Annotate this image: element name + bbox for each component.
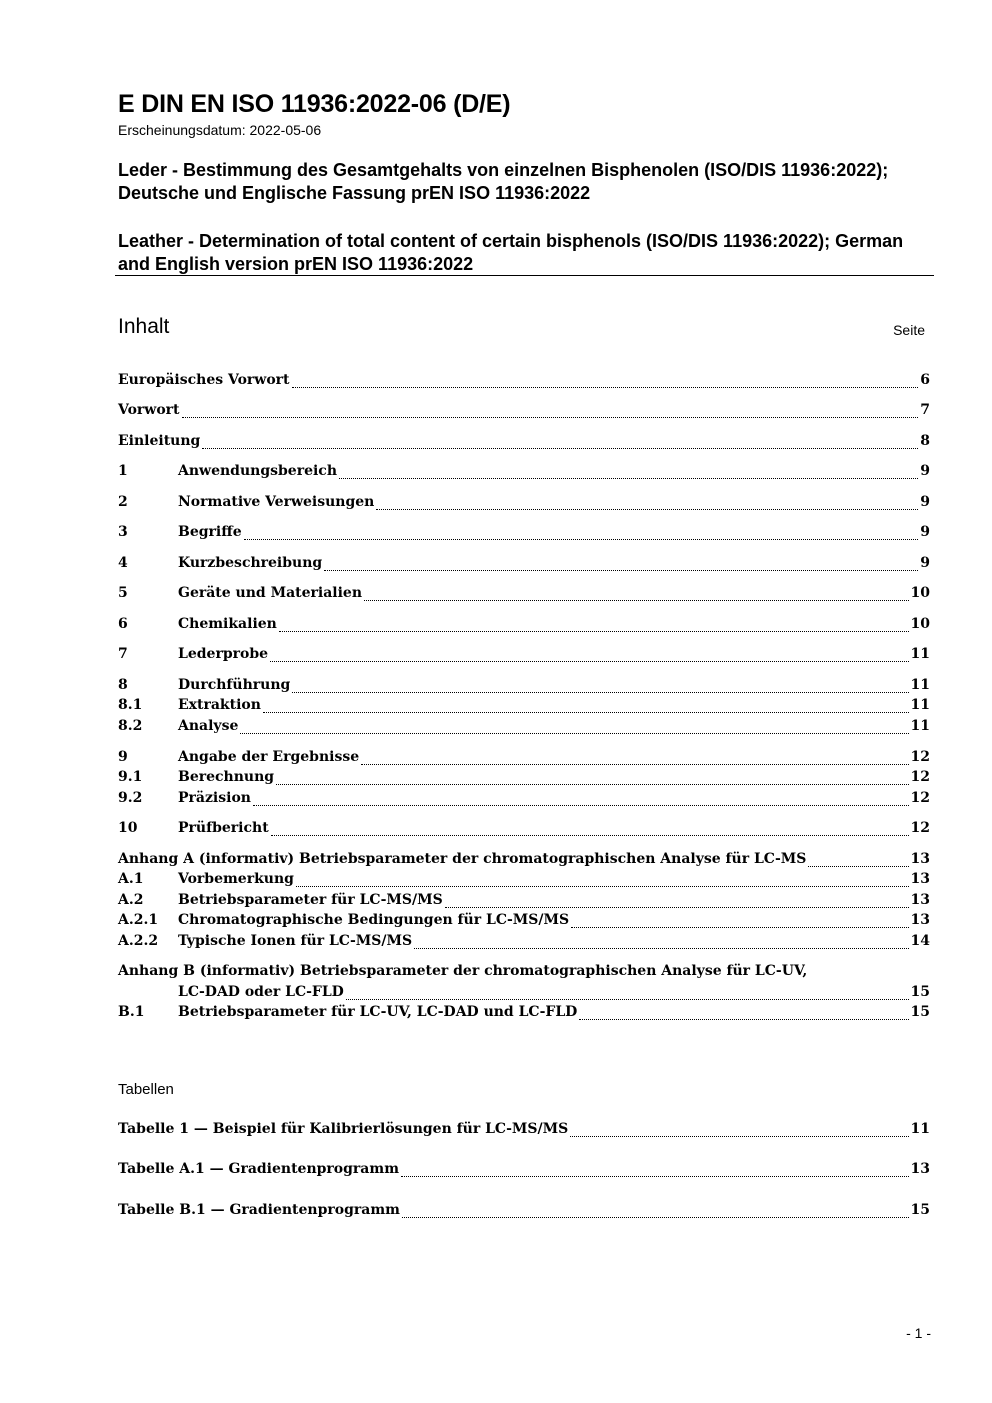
toc-entry-text: Anhang A (informativ) Betriebsparameter der chromatographischen Analyse für LC-MS bbox=[118, 851, 807, 867]
toc-leader bbox=[361, 763, 908, 765]
toc-entry[interactable] bbox=[118, 524, 930, 544]
toc-entry-annex[interactable] bbox=[118, 851, 930, 871]
toc-entry-number: A.2.2 bbox=[118, 933, 159, 949]
toc-entry[interactable] bbox=[118, 892, 930, 912]
table-entry-text: Tabelle 1 — Beispiel für Kalibrierlösungen für LC-MS/MS bbox=[118, 1121, 569, 1137]
toc-entry-text: Präzision bbox=[178, 790, 251, 806]
toc-leader bbox=[571, 926, 908, 928]
toc-entry-page: 15 bbox=[910, 984, 930, 1000]
toc-entry-page: 15 bbox=[910, 1004, 930, 1020]
toc-leader bbox=[270, 660, 908, 662]
toc-entry-text: Angabe der Ergebnisse bbox=[178, 749, 360, 765]
toc-entry[interactable] bbox=[118, 616, 930, 636]
toc-entry[interactable] bbox=[118, 933, 930, 953]
table-list-entry[interactable] bbox=[118, 1121, 930, 1141]
toc-entry-number: 8.1 bbox=[118, 697, 143, 713]
toc-entry-text: Typische Ionen für LC-MS/MS bbox=[178, 933, 413, 949]
toc-entry-page: 11 bbox=[910, 697, 930, 713]
toc-leader bbox=[324, 569, 918, 571]
toc-leader bbox=[401, 1175, 909, 1177]
toc-entry-text: LC-DAD oder LC-FLD bbox=[178, 984, 344, 1000]
page-number: - 1 - bbox=[906, 1325, 931, 1341]
toc-entry-text: Anwendungsbereich bbox=[178, 463, 337, 479]
title-english: Leather - Determination of total content of certain bisphenols (ISO/DIS 11936:2022); German and English version prEN ISO 11936:2022 bbox=[118, 231, 904, 274]
toc-leader bbox=[182, 416, 919, 418]
toc-entry-page: 12 bbox=[910, 769, 930, 785]
toc-entry-number: 2 bbox=[118, 494, 128, 510]
toc-entry-text: Kurzbeschreibung bbox=[178, 555, 323, 571]
toc-entry-text: Anhang B (informativ) Betriebsparameter der chromatographischen Analyse für LC-UV, bbox=[118, 963, 808, 979]
table-entry-text: Tabelle B.1 — Gradientenprogramm bbox=[118, 1202, 400, 1218]
toc-entry-number: 6 bbox=[118, 616, 128, 632]
toc-entry[interactable] bbox=[118, 697, 930, 717]
title-divider bbox=[115, 275, 934, 276]
toc-entry-annex-continuation[interactable] bbox=[118, 984, 930, 1004]
toc-leader bbox=[279, 630, 909, 632]
toc-entry-annex[interactable] bbox=[118, 963, 930, 983]
toc-entry-number: 9.2 bbox=[118, 790, 143, 806]
toc-entry[interactable] bbox=[118, 769, 930, 789]
toc-entry-number: 9.1 bbox=[118, 769, 143, 785]
toc-entry-text: Extraktion bbox=[178, 697, 261, 713]
publication-date: Erscheinungsdatum: 2022-05-06 bbox=[118, 122, 322, 138]
toc-entry-text: Chemikalien bbox=[178, 616, 277, 632]
toc-entry[interactable] bbox=[118, 871, 930, 891]
toc-leader bbox=[292, 386, 919, 388]
toc-entry-page: 9 bbox=[920, 463, 930, 479]
toc-entry-text: Lederprobe bbox=[178, 646, 269, 662]
toc-entry[interactable] bbox=[118, 433, 930, 453]
toc-entry-text: Analyse bbox=[178, 718, 239, 734]
toc-leader bbox=[276, 783, 908, 785]
toc-entry-text: Geräte und Materialien bbox=[178, 585, 363, 601]
toc-leader bbox=[202, 447, 918, 449]
toc-entry-page: 13 bbox=[910, 912, 930, 928]
toc-entry-text: Betriebsparameter für LC-MS/MS bbox=[178, 892, 443, 908]
toc-entry[interactable] bbox=[118, 585, 930, 605]
toc-leader bbox=[296, 885, 909, 887]
toc-entry-page: 11 bbox=[910, 646, 930, 662]
toc-entry-page: 10 bbox=[910, 585, 930, 601]
toc-entry-number: A.2 bbox=[118, 892, 144, 908]
table-entry-page: 11 bbox=[910, 1121, 930, 1137]
toc-entry[interactable] bbox=[118, 555, 930, 575]
toc-entry-text: Berechnung bbox=[178, 769, 275, 785]
toc-entry[interactable] bbox=[118, 1004, 930, 1024]
toc-entry-number: A.2.1 bbox=[118, 912, 159, 928]
toc-entry[interactable] bbox=[118, 820, 930, 840]
toc-leader bbox=[402, 1216, 909, 1218]
toc-entry-number: 9 bbox=[118, 749, 128, 765]
toc-entry-number: 5 bbox=[118, 585, 128, 601]
toc-leader bbox=[263, 711, 909, 713]
toc-leader bbox=[364, 599, 909, 601]
toc-entry-page: 9 bbox=[920, 555, 930, 571]
toc-entry[interactable] bbox=[118, 372, 930, 392]
toc-entry-number: 10 bbox=[118, 820, 138, 836]
toc-leader bbox=[414, 947, 908, 949]
toc-entry[interactable] bbox=[118, 463, 930, 483]
toc-entry-text: Betriebsparameter für LC-UV, LC-DAD und LC-FLD bbox=[178, 1004, 578, 1020]
table-entry-text: Tabelle A.1 — Gradientenprogramm bbox=[118, 1161, 400, 1177]
toc-entry[interactable] bbox=[118, 790, 930, 810]
toc-entry-page: 8 bbox=[920, 433, 930, 449]
toc-leader bbox=[445, 906, 909, 908]
toc-leader bbox=[376, 508, 918, 510]
toc-entry-text: Begriffe bbox=[178, 524, 242, 540]
toc-leader bbox=[346, 998, 909, 1000]
toc-entry-text: Vorwort bbox=[118, 402, 180, 418]
toc-entry[interactable] bbox=[118, 402, 930, 422]
toc-entry-page: 7 bbox=[920, 402, 930, 418]
toc-entry-page: 11 bbox=[910, 677, 930, 693]
toc-entry-number: 1 bbox=[118, 463, 128, 479]
toc-entry-page: 9 bbox=[920, 494, 930, 510]
toc-leader bbox=[570, 1135, 908, 1137]
toc-entry-text: Einleitung bbox=[118, 433, 201, 449]
toc-entry[interactable] bbox=[118, 646, 930, 666]
toc-entry-page: 6 bbox=[920, 372, 930, 388]
toc-entry-text: Prüfbericht bbox=[178, 820, 269, 836]
toc-leader bbox=[240, 732, 908, 734]
toc-entry-page: 12 bbox=[910, 820, 930, 836]
toc-entry-page: 12 bbox=[910, 790, 930, 806]
tables-heading: Tabellen bbox=[118, 1081, 174, 1098]
toc-entry-text: Vorbemerkung bbox=[178, 871, 294, 887]
toc-entry[interactable] bbox=[118, 494, 930, 514]
toc-entry-page: 13 bbox=[910, 851, 930, 867]
toc-entry[interactable] bbox=[118, 718, 930, 738]
toc-page-column-label: Seite bbox=[893, 322, 925, 338]
toc-leader bbox=[244, 538, 919, 540]
toc-entry[interactable] bbox=[118, 749, 930, 769]
toc-entry-text: Durchführung bbox=[178, 677, 291, 693]
toc-entry-number: 8.2 bbox=[118, 718, 143, 734]
toc-leader bbox=[292, 691, 908, 693]
toc-entry-number: 3 bbox=[118, 524, 128, 540]
table-list-entry[interactable] bbox=[118, 1202, 930, 1222]
toc-entry-page: 13 bbox=[910, 871, 930, 887]
toc-entry-text: Chromatographische Bedingungen für LC-MS/MS bbox=[178, 912, 570, 928]
toc-entry-text: Europäisches Vorwort bbox=[118, 372, 290, 388]
toc-entry-number: 7 bbox=[118, 646, 128, 662]
document-id: E DIN EN ISO 11936:2022-06 (D/E) bbox=[118, 90, 511, 118]
toc-entry[interactable] bbox=[118, 677, 930, 697]
toc-entry-page: 13 bbox=[910, 892, 930, 908]
toc-entry-page: 14 bbox=[910, 933, 930, 949]
toc-entry-page: 12 bbox=[910, 749, 930, 765]
toc-entry-number: A.1 bbox=[118, 871, 144, 887]
toc-heading: Inhalt bbox=[118, 315, 170, 338]
toc-leader bbox=[271, 834, 909, 836]
toc-entry-text: Normative Verweisungen bbox=[178, 494, 375, 510]
toc-leader bbox=[339, 477, 918, 479]
toc-entry-number: 4 bbox=[118, 555, 128, 571]
toc-leader bbox=[579, 1018, 908, 1020]
table-entry-page: 13 bbox=[910, 1161, 930, 1177]
toc-entry-page: 11 bbox=[910, 718, 930, 734]
table-list-entry[interactable] bbox=[118, 1161, 930, 1181]
table-entry-page: 15 bbox=[910, 1202, 930, 1218]
toc-entry-number: 8 bbox=[118, 677, 128, 693]
toc-leader bbox=[253, 804, 909, 806]
toc-entry-page: 9 bbox=[920, 524, 930, 540]
toc-entry-page: 10 bbox=[910, 616, 930, 632]
toc-entry[interactable] bbox=[118, 912, 930, 932]
toc-entry-number: B.1 bbox=[118, 1004, 145, 1020]
title-german: Leder - Bestimmung des Gesamtgehalts von einzelnen Bisphenolen (ISO/DIS 11936:2022); Deutsche und Englische Fassung prEN ISO 11936:2022 bbox=[118, 160, 889, 203]
toc-leader bbox=[808, 865, 908, 867]
